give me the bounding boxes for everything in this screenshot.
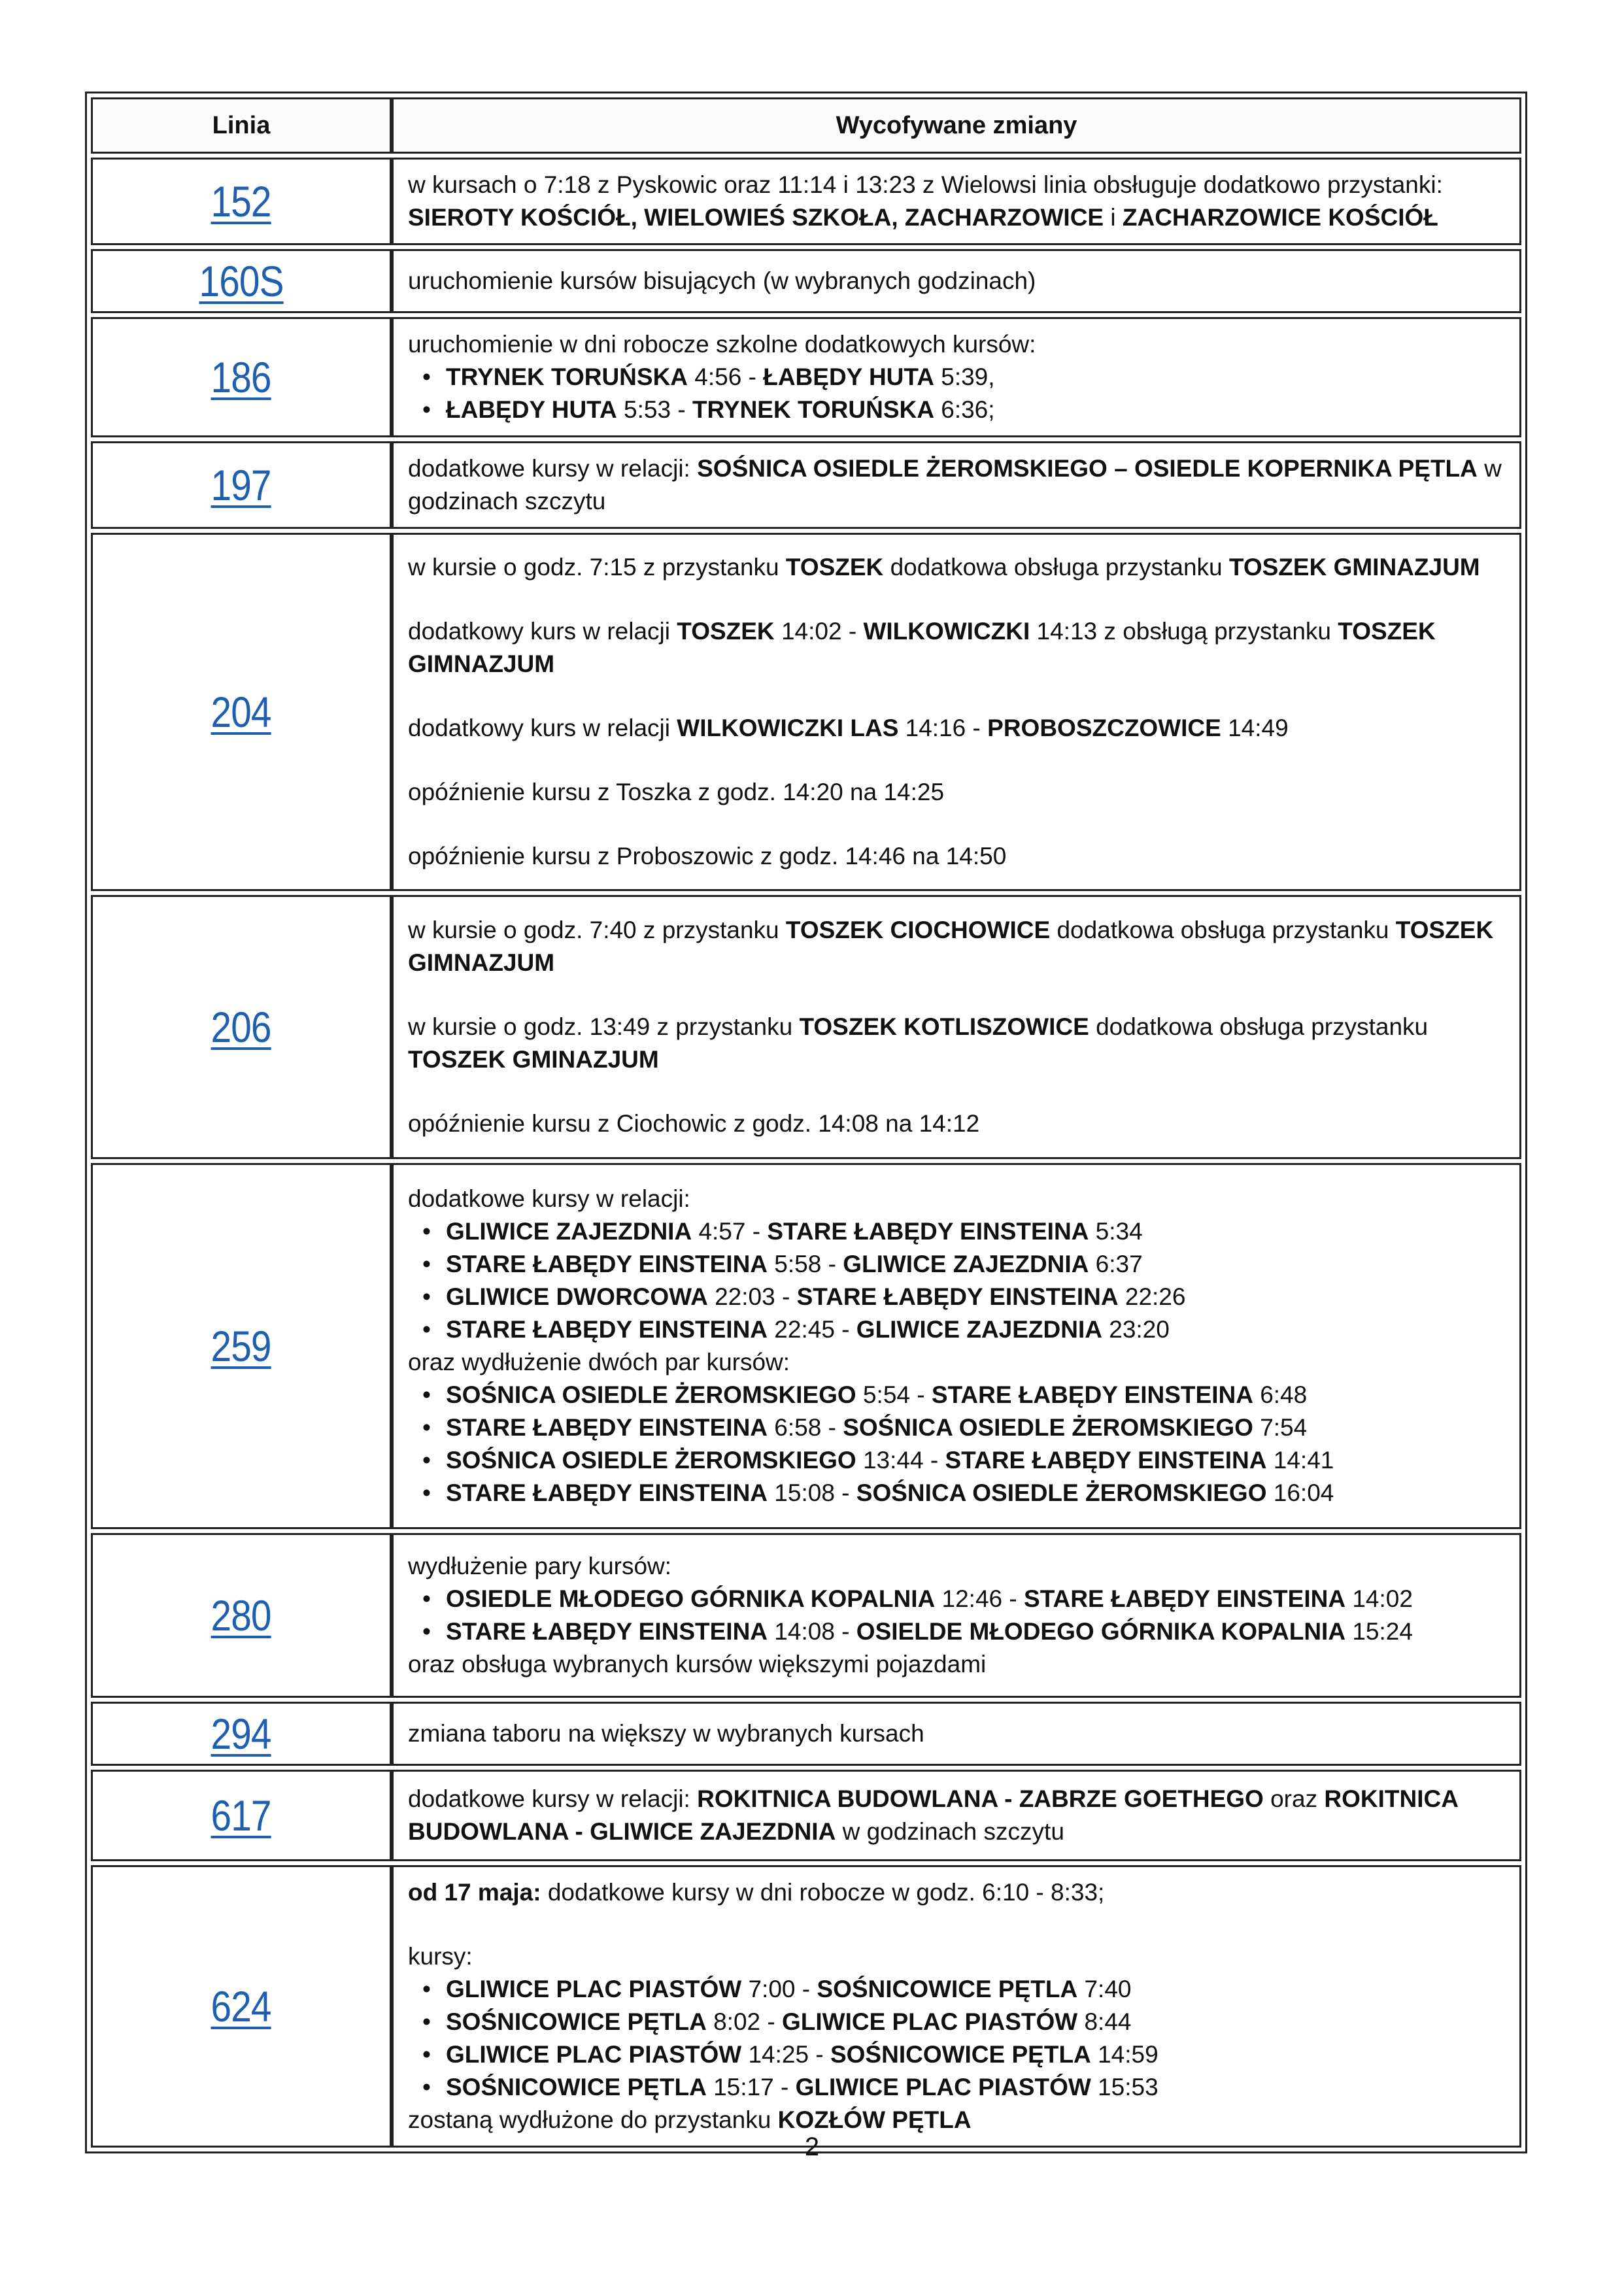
stop-name: ROKITNICA BUDOWLANA - GLIWICE ZAJEZDNIA <box>408 1785 1458 1845</box>
text-segment: dodatkowa obsługa przystanku <box>883 554 1229 581</box>
stop-name: ŁABĘDY HUTA <box>446 396 617 423</box>
line-cell <box>91 441 392 529</box>
stop-name: SIEROTY KOŚCIÓŁ, WIELOWIEŚ SZKOŁA, ZACHARZOWICE <box>408 204 1104 231</box>
paragraph-text <box>408 840 1508 873</box>
change-paragraph <box>408 265 1508 297</box>
text-segment: wydłużenie pary kursów: <box>408 1553 672 1579</box>
text-segment: 14:08 - <box>768 1618 856 1645</box>
paragraph-text <box>408 2104 1508 2136</box>
change-description <box>394 319 1519 435</box>
text-segment: uruchomienie kursów bisujących (w wybranych godzinach) <box>408 267 1036 294</box>
changes-table <box>85 92 1527 2153</box>
text-segment: dodatkowe kursy w relacji: <box>408 455 698 482</box>
change-paragraph <box>408 615 1508 681</box>
change-description <box>394 1541 1519 1690</box>
course-item <box>422 1248 1508 1281</box>
stop-name: STARE ŁABĘDY EINSTEINA <box>931 1381 1253 1408</box>
text-segment: 5:53 - <box>617 396 692 423</box>
text-segment: i <box>1104 204 1123 231</box>
text-segment: 4:57 - <box>692 1218 768 1245</box>
change-paragraph <box>408 840 1508 873</box>
text-segment: 7:00 - <box>741 1976 817 2002</box>
line-number-link[interactable]: 294 <box>211 1710 272 1758</box>
paragraph-text <box>408 1648 1508 1681</box>
text-segment: 5:34 <box>1089 1218 1143 1245</box>
line-cell <box>91 158 392 245</box>
header-line: Linia <box>91 97 392 154</box>
text-segment: 7:54 <box>1253 1414 1308 1441</box>
paragraph-text <box>408 1011 1508 1076</box>
stop-name: TOSZEK GIMNAZJUM <box>408 917 1494 976</box>
paragraph-text <box>408 169 1508 234</box>
course-list <box>408 1973 1508 2104</box>
line-number-link[interactable]: 152 <box>211 177 272 226</box>
paragraph-text <box>408 1940 1508 1973</box>
stop-name: SOŚNICOWICE PĘTLA <box>446 2074 707 2100</box>
change-paragraph <box>408 1107 1508 1140</box>
text-segment: zmiana taboru na większy w wybranych kursach <box>408 1720 924 1747</box>
course-item <box>422 2071 1508 2104</box>
stop-name: STARE ŁABĘDY EINSTEINA <box>1024 1585 1346 1612</box>
text-segment: oraz <box>1263 1785 1325 1812</box>
stop-name: STARE ŁABĘDY EINSTEINA <box>446 1414 768 1441</box>
text-segment: 15:53 <box>1091 2074 1159 2100</box>
change-paragraph <box>408 776 1508 809</box>
text-segment: 4:56 - <box>688 363 764 390</box>
stop-name: SOŚNICA OSIEDLE ŻEROMSKIEGO <box>856 1479 1267 1506</box>
paragraph-text <box>408 1783 1508 1848</box>
stop-name: STARE ŁABĘDY EINSTEINA <box>446 1251 768 1277</box>
table-row <box>91 1163 1521 1529</box>
stop-name: TRYNEK TORUŃSKA <box>446 363 688 390</box>
change-paragraph <box>408 1346 1508 1510</box>
stop-name: GLIWICE PLAC PIASTÓW <box>446 1976 742 2002</box>
change-description <box>394 905 1519 1149</box>
table-row <box>91 158 1521 245</box>
change-paragraph <box>408 1940 1508 2104</box>
paragraph-text <box>408 1346 1508 1379</box>
text-segment: 22:26 <box>1118 1283 1186 1310</box>
line-cell <box>91 1533 392 1698</box>
text-segment: 14:02 - <box>774 618 864 645</box>
stop-name: SOŚNICA OSIEDLE ŻEROMSKIEGO <box>843 1414 1253 1441</box>
table-row <box>91 1865 1521 2148</box>
text-segment: opóźnienie kursu z Toszka z godz. 14:20 na 14:25 <box>408 779 945 805</box>
text-segment: dodatkowy kurs w relacji <box>408 618 677 645</box>
text-segment: 22:03 - <box>707 1283 797 1310</box>
text-segment: 14:59 <box>1091 2041 1159 2068</box>
changes-cell <box>392 249 1521 313</box>
stop-name: TOSZEK KOTLISZOWICE <box>799 1013 1089 1040</box>
line-number-link[interactable]: 259 <box>211 1322 272 1370</box>
change-description <box>394 1173 1519 1519</box>
text-segment: 6:36; <box>934 396 995 423</box>
stop-name: STARE ŁABĘDY EINSTEINA <box>945 1447 1267 1474</box>
stop-name: GLIWICE PLAC PIASTÓW <box>782 2008 1078 2035</box>
text-segment: 5:58 - <box>768 1251 843 1277</box>
paragraph-text <box>408 1107 1508 1140</box>
change-paragraph <box>408 712 1508 745</box>
changes-cell <box>392 1865 1521 2148</box>
change-description <box>394 256 1519 307</box>
page-number: 2 <box>804 2133 820 2161</box>
change-paragraph <box>408 1011 1508 1076</box>
changes-cell <box>392 1533 1521 1698</box>
text-segment: 8:02 - <box>706 2008 782 2035</box>
change-description <box>394 1867 1519 2146</box>
stop-name: PROBOSZCZOWICE <box>987 715 1221 741</box>
paragraph-text <box>408 1876 1508 1909</box>
line-cell <box>91 1770 392 1861</box>
stop-name: STARE ŁABĘDY EINSTEINA <box>446 1618 768 1645</box>
line-cell <box>91 1702 392 1766</box>
stop-name: OSIELDE MŁODEGO GÓRNIKA KOPALNIA <box>856 1618 1346 1645</box>
text-segment: 13:44 - <box>856 1447 945 1474</box>
changes-cell <box>392 158 1521 245</box>
stop-name: GLIWICE ZAJEZDNIA <box>856 1316 1102 1343</box>
text-segment: 16:04 <box>1266 1479 1334 1506</box>
stop-name: TOSZEK <box>785 554 884 581</box>
changes-cell <box>392 317 1521 437</box>
text-segment: 14:41 <box>1266 1447 1334 1474</box>
stop-name: GLIWICE PLAC PIASTÓW <box>795 2074 1091 2100</box>
table-row <box>91 533 1521 891</box>
line-cell <box>91 1865 392 2148</box>
stop-name: od 17 maja: <box>408 1879 541 1906</box>
table-row <box>91 441 1521 529</box>
paragraph-text <box>408 328 1508 361</box>
change-description <box>394 443 1519 527</box>
text-segment: oraz obsługa wybranych kursów większymi pojazdami <box>408 1651 987 1678</box>
course-item <box>422 1444 1508 1477</box>
change-paragraph <box>408 1648 1508 1681</box>
text-segment: opóźnienie kursu z Proboszowic z godz. 14:46 na 14:50 <box>408 843 1007 869</box>
line-cell <box>91 249 392 313</box>
paragraph-text <box>408 1183 1508 1215</box>
text-segment: 5:54 - <box>856 1381 932 1408</box>
text-segment: 22:45 - <box>768 1316 856 1343</box>
course-item <box>422 1615 1508 1648</box>
text-segment: kursy: <box>408 1943 473 1970</box>
text-segment: opóźnienie kursu z Ciochowic z godz. 14:08 na 14:12 <box>408 1110 980 1137</box>
changes-cell <box>392 441 1521 529</box>
stop-name: KOZŁÓW PĘTLA <box>777 2106 972 2133</box>
stop-name: TOSZEK GMINAZJUM <box>408 1046 659 1073</box>
table-row <box>91 1702 1521 1766</box>
course-item <box>422 1379 1508 1411</box>
text-segment: 6:48 <box>1253 1381 1308 1408</box>
text-segment: 6:58 - <box>768 1414 843 1441</box>
text-segment: w kursach o 7:18 z Pyskowic oraz 11:14 i 13:23 z Wielowsi linia obsługuje dodatkowo przystanki: <box>408 171 1443 198</box>
text-segment: dodatkowe kursy w relacji: <box>408 1185 690 1212</box>
text-segment: dodatkowa obsługa przystanku <box>1050 917 1396 943</box>
change-paragraph <box>408 452 1508 518</box>
stop-name: SOŚNICOWICE PĘTLA <box>446 2008 707 2035</box>
header-changes: Wycofywane zmiany <box>392 97 1521 154</box>
changes-cell <box>392 533 1521 891</box>
text-segment: dodatkowa obsługa przystanku <box>1089 1013 1429 1040</box>
paragraph-text <box>408 712 1508 745</box>
text-segment: w kursie o godz. 7:15 z przystanku <box>408 554 786 581</box>
stop-name: TOSZEK GMINAZJUM <box>1228 554 1480 581</box>
changes-cell <box>392 1163 1521 1529</box>
stop-name: GLIWICE DWORCOWA <box>446 1283 708 1310</box>
text-segment: dodatkowy kurs w relacji <box>408 715 677 741</box>
stop-name: GLIWICE ZAJEZDNIA <box>446 1218 692 1245</box>
text-segment: 14:49 <box>1221 715 1289 741</box>
text-segment: 12:46 - <box>935 1585 1024 1612</box>
line-number-link[interactable]: 280 <box>211 1591 272 1640</box>
text-segment: dodatkowe kursy w relacji: <box>408 1785 698 1812</box>
course-list <box>408 1583 1508 1648</box>
text-segment: w kursie o godz. 13:49 z przystanku <box>408 1013 800 1040</box>
change-paragraph <box>408 2104 1508 2136</box>
line-number-link[interactable]: 197 <box>211 461 272 509</box>
stop-name: WILKOWICZKI <box>863 618 1030 645</box>
stop-name: STARE ŁABĘDY EINSTEINA <box>796 1283 1119 1310</box>
change-description <box>394 160 1519 243</box>
course-item <box>422 361 1508 394</box>
text-segment: zostaną wydłużone do przystanku <box>408 2106 778 2133</box>
text-segment: 8:44 <box>1077 2008 1132 2035</box>
table-row <box>91 1770 1521 1861</box>
course-item <box>422 1973 1508 2006</box>
text-segment: w godzinach szczytu <box>836 1818 1064 1845</box>
table-row <box>91 895 1521 1159</box>
course-list <box>408 361 1508 426</box>
course-item <box>422 1477 1508 1510</box>
course-item <box>422 2038 1508 2071</box>
change-paragraph <box>408 169 1508 234</box>
document-page <box>85 92 1523 2153</box>
course-item <box>422 2006 1508 2038</box>
line-number-link[interactable]: 204 <box>211 688 272 736</box>
change-paragraph <box>408 1783 1508 1848</box>
text-segment: uruchomienie w dni robocze szkolne dodatkowych kursów: <box>408 331 1036 358</box>
text-segment: 14:13 z obsługą przystanku <box>1030 618 1338 645</box>
table-row <box>91 249 1521 313</box>
course-item <box>422 1411 1508 1444</box>
paragraph-text <box>408 551 1508 584</box>
line-cell <box>91 533 392 891</box>
text-segment: oraz wydłużenie dwóch par kursów: <box>408 1349 790 1375</box>
text-segment: 15:08 - <box>768 1479 856 1506</box>
changes-cell <box>392 1702 1521 1766</box>
text-segment: 14:16 - <box>898 715 988 741</box>
stop-name: TRYNEK TORUŃSKA <box>692 396 934 423</box>
stop-name: GLIWICE ZAJEZDNIA <box>843 1251 1089 1277</box>
text-segment: 14:25 - <box>741 2041 830 2068</box>
table-row <box>91 317 1521 437</box>
stop-name: OSIEDLE MŁODEGO GÓRNIKA KOPALNIA <box>446 1585 936 1612</box>
course-list <box>408 1379 1508 1510</box>
text-segment: dodatkowe kursy w dni robocze w godz. 6:10 - 8:33; <box>541 1879 1105 1906</box>
change-paragraph <box>408 1550 1508 1648</box>
text-segment: w kursie o godz. 7:40 z przystanku <box>408 917 786 943</box>
text-segment: 6:37 <box>1089 1251 1143 1277</box>
paragraph-text <box>408 1717 1508 1750</box>
line-cell <box>91 1163 392 1529</box>
stop-name: SOŚNICA OSIEDLE ŻEROMSKIEGO <box>446 1447 856 1474</box>
text-segment: 15:17 - <box>706 2074 796 2100</box>
table-header-row <box>91 97 1521 154</box>
line-cell <box>91 317 392 437</box>
text-segment: 23:20 <box>1102 1316 1170 1343</box>
stop-name: SOŚNICOWICE PĘTLA <box>817 1976 1078 2002</box>
line-number-link[interactable]: 617 <box>211 1791 272 1840</box>
change-paragraph <box>408 1183 1508 1346</box>
course-item <box>422 1215 1508 1248</box>
stop-name: STARE ŁABĘDY EINSTEINA <box>446 1479 768 1506</box>
change-description <box>394 542 1519 882</box>
changes-cell <box>392 895 1521 1159</box>
text-segment: 14:02 <box>1345 1585 1413 1612</box>
stop-name: ROKITNICA BUDOWLANA - ZABRZE GOETHEGO <box>697 1785 1264 1812</box>
line-number-link[interactable]: 186 <box>211 353 272 401</box>
text-segment: 15:24 <box>1345 1618 1413 1645</box>
text-segment: 5:39, <box>934 363 995 390</box>
table-body <box>91 158 1521 2148</box>
stop-name: TOSZEK GIMNAZJUM <box>408 618 1436 677</box>
course-item <box>422 394 1508 426</box>
course-list <box>408 1215 1508 1346</box>
table-row <box>91 1533 1521 1698</box>
paragraph-text <box>408 914 1508 979</box>
line-number-link[interactable]: 160S <box>199 257 284 305</box>
stop-name: ZACHARZOWICE KOŚCIÓŁ <box>1122 204 1438 231</box>
course-item <box>422 1583 1508 1615</box>
change-description <box>394 1708 1519 1759</box>
stop-name: SOŚNICOWICE PĘTLA <box>830 2041 1091 2068</box>
paragraph-text <box>408 265 1508 297</box>
text-segment: w godzinach szczytu <box>408 455 1502 514</box>
course-item <box>422 1281 1508 1313</box>
line-number-link[interactable]: 206 <box>211 1003 272 1051</box>
stop-name: WILKOWICZKI LAS <box>677 715 899 741</box>
paragraph-text <box>408 615 1508 681</box>
course-item <box>422 1313 1508 1346</box>
stop-name: SOŚNICA OSIEDLE ŻEROMSKIEGO <box>446 1381 856 1408</box>
paragraph-text <box>408 452 1508 518</box>
change-paragraph <box>408 1717 1508 1750</box>
paragraph-text <box>408 1550 1508 1583</box>
stop-name: SOŚNICA OSIEDLE ŻEROMSKIEGO – OSIEDLE KOPERNIKA PĘTLA <box>697 455 1478 482</box>
stop-name: STARE ŁABĘDY EINSTEINA <box>446 1316 768 1343</box>
change-paragraph <box>408 328 1508 426</box>
change-paragraph <box>408 551 1508 584</box>
line-number-link[interactable]: 624 <box>211 1982 272 2031</box>
stop-name: TOSZEK CIOCHOWICE <box>785 917 1051 943</box>
text-segment: 7:40 <box>1077 1976 1132 2002</box>
change-paragraph <box>408 914 1508 979</box>
changes-cell <box>392 1770 1521 1861</box>
line-cell <box>91 895 392 1159</box>
stop-name: GLIWICE PLAC PIASTÓW <box>446 2041 742 2068</box>
change-description <box>394 1774 1519 1857</box>
stop-name: STARE ŁABĘDY EINSTEINA <box>767 1218 1089 1245</box>
paragraph-text <box>408 776 1508 809</box>
stop-name: TOSZEK <box>677 618 775 645</box>
change-paragraph <box>408 1876 1508 1909</box>
stop-name: ŁABĘDY HUTA <box>763 363 934 390</box>
